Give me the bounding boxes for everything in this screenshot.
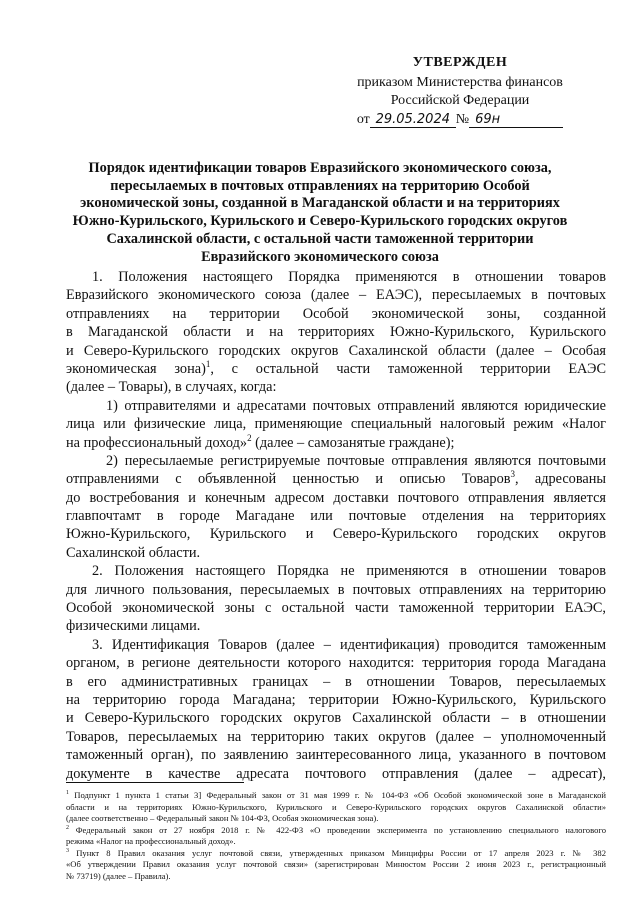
paragraph-2 [66,562,606,636]
body-line: 1) отправителями и адресатами почтовых отправлений являются юридические [106,397,606,414]
document-body [66,268,606,783]
body-line: 2) пересылаемые регистрируемые почтовые отправления являются почтовыми [106,452,606,469]
title-line: Южно-Курильского, Курильского и Северо-Курильского городских округов [72,213,568,230]
body-line: в Магаданской области и на территориях Южно-Курильского, Курильского [66,324,606,341]
footnote-text: Подпункт 1 пункта 1 статьи 3] Федеральный закон от 31 мая 1999 г. № 104-ФЗ «Об Особой экономической зоне в Магаданской [69,790,606,800]
footnote-line: режима «Налог на профессиональный доход». [66,836,236,846]
body-line: и Северо-Курильского городских округов Сахалинской области – в отношении [66,710,606,727]
footnote-divider [66,782,244,783]
subitem-1 [66,397,606,452]
footnote-line [66,848,606,860]
body-text: , с остальной части таможенной территории ЕАЭС [210,360,606,377]
approval-from-label: от [356,111,370,127]
body-text: экономическая зона) [66,360,206,377]
body-line: на территорию города Магадана; территории Южно-Курильского, Курильского [66,691,606,708]
approval-date-number [330,111,590,130]
footnote-line: (далее соответственно – Федеральный закон № 104-ФЗ, Особая экономическая зона). [66,813,379,823]
footnote-text: Федеральный закон от 27 ноября 2018 г. № 422-ФЗ «О проведении эксперимента по установлению специального налогового [69,824,606,835]
footnote-ref-2: 2 [247,433,252,443]
footnote-text: Пункт 8 Правил оказания услуг почтовой связи, утвержденных приказом Минцифры России от 17 апреля 2023 г. № 382 [69,847,606,858]
body-line: 3. Идентификация Товаров (далее – идентификация) проводится таможенным [92,636,606,653]
approval-title: УТВЕРЖДЕН [412,55,508,70]
approval-line-federation: Российской Федерации [390,93,530,108]
body-line: 1. Положения настоящего Порядка применяются в отношении товаров [92,269,606,285]
paragraph-3 [66,636,606,783]
title-line: Порядок идентификации товаров Евразийского экономического союза, [88,160,552,176]
handwritten-number: 69н [469,113,563,128]
handwritten-date: 29.05.2024 [370,113,456,128]
footnote-marker: 1 [66,790,69,797]
footnote-marker: 3 [66,847,69,854]
footnote-line [66,825,606,837]
paragraph-1 [66,268,606,397]
body-line: Сахалинской области. [66,544,201,561]
body-line: для личного пользования, пересылаемых в почтовых отправлениях на территорию [66,581,606,598]
title-line: Евразийского экономического союза [201,248,439,265]
footnotes [66,790,606,882]
approval-stamp [330,54,590,129]
title-line: экономической зоны, созданной в Магаданской области и на территориях [80,195,560,212]
body-line: документе в качестве адресата почтового отправления (далее – адресат), [66,765,606,782]
body-line: в его административных границах – в отношении Товаров, пересылаемых [66,673,606,690]
approval-number-label: № [455,111,470,127]
footnote-marker: 2 [66,824,69,831]
body-text: (далее – самозанятые граждане); [251,434,455,451]
body-text: на профессиональный доход» [66,434,248,451]
body-line: физическими лицами. [66,618,201,635]
footnote-line: № 73719) (далее – Правила). [66,870,171,881]
body-line: главпочтамт в городе Магадане или почтовые отделения на территориях [66,508,606,525]
body-line: Особой экономической зоны с остальной части таможенной территории ЕАЭС, [66,600,606,617]
footnote-line: области и на территориях Южно-Курильского, Курильского и Северо-Курильского городских округов Сахалинской области» [66,801,606,812]
body-text: отправлениями с объявленной ценностью и описью Товаров [66,471,511,488]
body-line: Товаров, пересылаемых на территорию таких округов (далее – уполномоченный [66,728,606,745]
body-line: Евразийского экономического союза (далее – ЕАЭС), пересылаемых в почтовых [66,287,606,304]
body-line: 2. Положения настоящего Порядка не применяются в отношении товаров [92,563,606,580]
footnote-line: «Об утверждении Правил оказания услуг почтовой связи» (зарегистрирован Минюстом России 2 июня 2023 г., регистрационный [66,859,606,869]
body-line: до востребования и конечным адресом доставки почтового отправления является [66,489,606,506]
body-line: отправлениях на территории Особой экономической зоны, созданной [66,305,606,322]
body-line: и Северо-Курильского городских округов Сахалинской области (далее – Особая [66,342,606,359]
document-title [66,160,574,266]
title-line: Сахалинской области, с остальной части таможенной территории [106,230,534,247]
body-line: таможенный орган), по заявлению заинтересованного лица, указанного в почтовом [66,747,606,764]
body-line: Южно-Курильского, Курильского и Северо-Курильского городских округов [66,526,606,543]
title-line: пересылаемых в почтовых отправлениях на территорию Особой [110,177,530,194]
subitem-2 [66,452,606,562]
body-line: лица или физические лица, применяющие специальный налоговый режим «Налог [66,416,606,433]
body-line: (далее – Товары), в случаях, когда: [66,379,277,396]
body-text: , адресованы [514,471,606,488]
body-line [66,434,606,452]
footnote-line [66,790,606,802]
body-line: органом, в регионе деятельности которого находится: территория города Магадана [66,655,606,672]
body-line [66,360,606,378]
footnote-ref-3: 3 [510,470,515,480]
body-line [66,470,606,488]
footnote-ref-1: 1 [205,359,211,370]
approval-line-ministry: приказом Министерства финансов [357,74,563,90]
